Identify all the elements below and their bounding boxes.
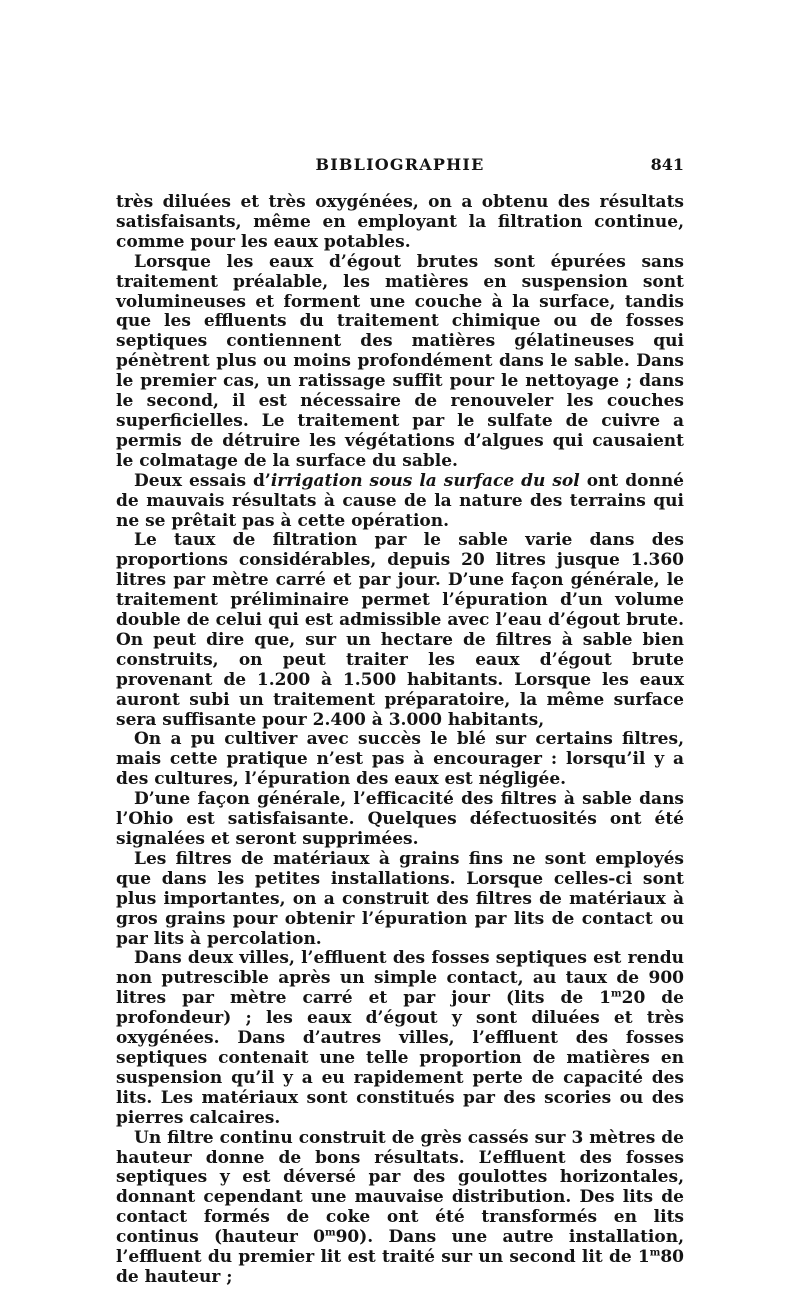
- paragraph-text: Deux essais d’: [134, 470, 271, 491]
- paragraph-text: 20 de profondeur) ; les eaux d’égout y sont diluées et très oxygénées. Dans d’autres villes, l’effluent des fosses septiques contenait une telle proportion de matières en suspension qu’il y a eu rapidement perte de capacité des lits. Les matériaux sont constitués par des scories ou des pierres calcaires.: [116, 988, 684, 1128]
- body-text: [116, 193, 684, 1288]
- paragraph: On a pu cultiver avec succès le blé sur certains filtres, mais cette pratique n’est pas à encourager : lorsqu’il y a des cultures, l’épuration des eaux est négligée.: [116, 729, 684, 790]
- running-title: BIBLIOGRAPHIE: [315, 155, 485, 174]
- paragraph: Lorsque les eaux d’égout brutes sont épurées sans traitement préalable, les matières en suspension sont volumineuses et forment une couche à la surface, tandis que les effluents du traitement chimique ou de fosses septiques contiennent des matières gélatineuses qui pénètrent plus ou moins profondément dans le sable. Dans le premier cas, un ratissage suffit pour le nettoyage ; dans le second, il est nécessaire de renouveler les couches superficielles. Le traitement par le sulfate de cuivre a permis de détruire les végétations d’algues qui causaient le colmatage de la surface du sable.: [116, 251, 684, 471]
- paragraph-emphasis: irrigation sous la surface du sol: [270, 470, 580, 491]
- paragraph: [116, 1129, 684, 1288]
- running-header: [116, 155, 684, 179]
- superscript: m: [611, 988, 622, 1000]
- paragraph: [116, 949, 684, 1128]
- paragraph: D’une façon générale, l’efficacité des filtres à sable dans l’Ohio est satisfaisante. Quelques défectuosités ont été signalées et seront supprimées.: [116, 789, 684, 849]
- paragraph-text: 80 de hauteur ;: [116, 1247, 684, 1287]
- paragraph-text: Dans deux villes, l’effluent des fosses septiques est rendu non putrescible après un simple contact, au taux de 900 litres par mètre carré et par jour (lits de 1: [116, 948, 684, 1009]
- paragraph-continued: très diluées et très oxygénées, on a obtenu des résultats satisfaisants, même en employant la filtration continue, comme pour les eaux potables.: [116, 192, 684, 252]
- paragraph-text: ont donné de mauvais résultats à cause de la nature des terrains qui ne se prêtait pas à cette opération.: [116, 470, 684, 531]
- paragraph: Les filtres de matériaux à grains fins ne sont employés que dans les petites installations. Lorsque celles-ci sont plus importantes, on a construit des filtres de matériaux à gros grains pour obtenir l’épuration par lits de contact ou par lits à percolation.: [116, 848, 684, 949]
- superscript: m: [324, 1227, 336, 1239]
- superscript: m: [649, 1247, 661, 1259]
- paragraph-text: Un filtre continu construit de grès cassés sur 3 mètres de hauteur donne de bons résultats. L’effluent des fosses septiques y est déversé par des goulottes horizontales, donnant cependant une mauvaise distribution. Des lits de contact formés de coke ont été transformés en lits continus (hauteur 0: [116, 1127, 684, 1248]
- page-number: 841: [650, 155, 684, 174]
- paragraph: [116, 472, 684, 532]
- paragraph: Le taux de filtration par le sable varie dans des proportions considérables, depuis 20 litres jusque 1.360 litres par mètre carré et par jour. D’une façon générale, le traitement préliminaire permet l’épuration d’un volume double de celui qui est admissible avec l’eau d’égout brute. On peut dire que, sur un hectare de filtres à sable bien construits, on peut traiter les eaux d’égout brute provenant de 1.200 à 1.500 habitants. Lorsque les eaux auront subi un traitement préparatoire, la même surface sera suffisante pour 2.400 à 3.000 habitants,: [116, 530, 684, 730]
- paragraph-text: 90). Dans une autre installation, l’effluent du premier lit est traité sur un second lit de 1: [116, 1227, 684, 1268]
